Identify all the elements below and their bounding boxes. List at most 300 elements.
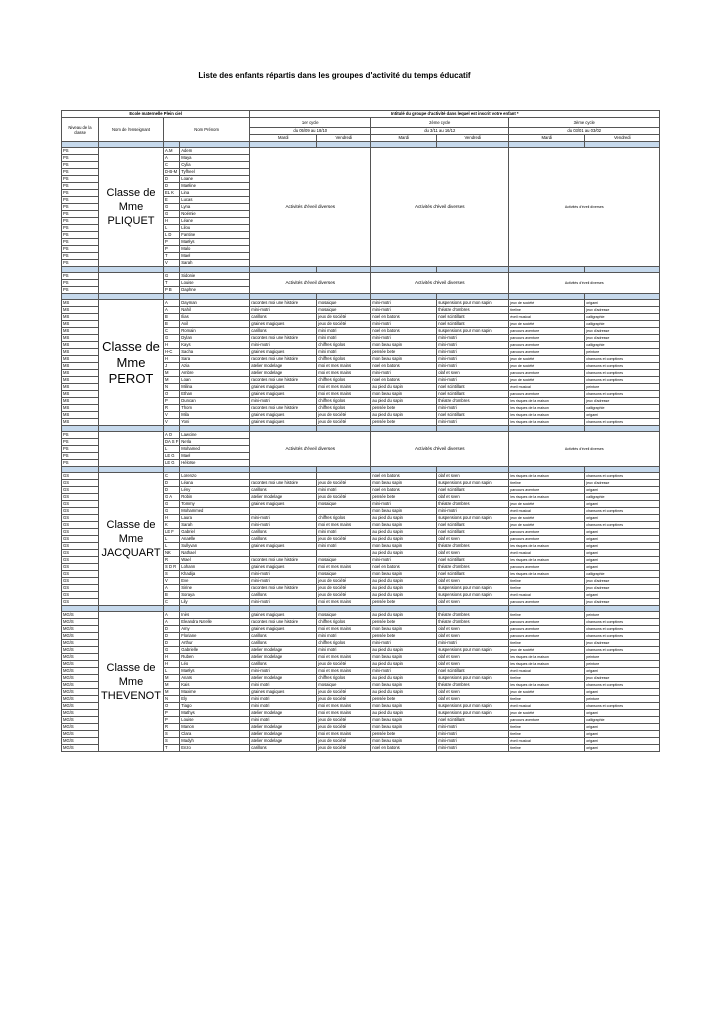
level-cell: PS [62, 197, 99, 204]
first-name-cell: Lina [180, 190, 250, 197]
activity-cell: jeux de société [317, 321, 371, 328]
level-cell: MG/S [62, 703, 99, 710]
activity-cell: parcours aventure [509, 342, 585, 349]
activity-cell: jeux de société [317, 578, 371, 585]
activity-cell: origami [585, 529, 660, 536]
activity-cell: au pied du sapin [371, 592, 437, 599]
level-cell: MS [62, 314, 99, 321]
level-cell: PS [62, 155, 99, 162]
initial-cell: R [164, 724, 180, 731]
activity-cell: noel scintillant [437, 557, 509, 564]
initial-cell: A [164, 307, 180, 314]
activity-cell: moi et mes mains [317, 564, 371, 571]
activity-cell: chansons et comptines [585, 626, 660, 633]
first-name-cell: Dayman [180, 300, 250, 307]
level-cell: MG/S [62, 640, 99, 647]
first-name-cell: Ethan [180, 391, 250, 398]
cycle-3: 3ème cycle [509, 118, 660, 128]
activity-cell: suspensions pour mon sapin [437, 328, 509, 335]
activity-cell: chansons et comptines [585, 473, 660, 480]
activity-cell: jeux de société [317, 314, 371, 321]
first-name-cell: Maëlys [180, 668, 250, 675]
activity-cell: origami [585, 557, 660, 564]
activity-cell: mini-motri [371, 640, 437, 647]
level-cell: GS [62, 529, 99, 536]
first-name-cell: Azia [180, 363, 250, 370]
activity-cell: mini motri [317, 543, 371, 550]
first-name-cell: Anaëlle [180, 536, 250, 543]
first-name-cell: Maxime [180, 689, 250, 696]
activity-cell: chansons et comptines [585, 377, 660, 384]
activity-cell: mini-motri [250, 571, 317, 578]
initial-cell: L [164, 668, 180, 675]
activity-cell: noel scintillant [437, 668, 509, 675]
activity-cell: graines magiques [250, 689, 317, 696]
level-cell: MS [62, 419, 99, 426]
activity-cell: chiffres rigolos [317, 675, 371, 682]
activity-cell: jeux de société [509, 522, 585, 529]
activity-cell: suspensions pour mon sapin [437, 647, 509, 654]
activity-cell: mon beau sapin [371, 717, 437, 724]
initial-cell: R [164, 405, 180, 412]
dates-3: du 03/01 au 03/02 [509, 128, 660, 135]
level-cell: PS [62, 446, 99, 453]
activity-cell: suspensions pour mon sapin [437, 300, 509, 307]
first-name-cell: Kais [180, 682, 250, 689]
activity-cell: origami [585, 501, 660, 508]
activity-cell: jeux de société [317, 494, 371, 501]
activity-cell: éveil musical [509, 592, 585, 599]
first-name-cell: Amy [180, 626, 250, 633]
first-name-cell: Khadija [180, 571, 250, 578]
level-cell: GS [62, 550, 99, 557]
first-name-cell: Lohann [180, 564, 250, 571]
initial-cell: R [164, 557, 180, 564]
activity-cell: éveil musical [509, 703, 585, 710]
activity-cell: graines magiques [250, 626, 317, 633]
first-name-cell: Tiago [180, 703, 250, 710]
initial-cell: J [164, 363, 180, 370]
initial-cell: D [164, 480, 180, 487]
level-cell: MG/S [62, 619, 99, 626]
activity-cell: moi et mes mains [317, 363, 371, 370]
activity-cell: noel scintillant [437, 314, 509, 321]
initial-cell: T [164, 253, 180, 260]
initial-cell: P [164, 717, 180, 724]
level-cell: MG/S [62, 647, 99, 654]
activity-cell: carillons [250, 745, 317, 752]
activity-cell: calligraphie [585, 405, 660, 412]
activity-cell: pensée bete [371, 696, 437, 703]
activity-cell: théatre d'ombres [437, 307, 509, 314]
activity-cell: peinture [585, 654, 660, 661]
initial-cell: V [164, 260, 180, 267]
activity-cell: mini-motri [371, 307, 437, 314]
first-name-cell: Ely [180, 696, 250, 703]
activity-cell: au pied du sapin [371, 689, 437, 696]
initial-cell: C [164, 473, 180, 480]
activity-cell: origami [585, 564, 660, 571]
activity-cell: tireline [509, 724, 585, 731]
activity-cell: mon beau sapin [371, 480, 437, 487]
activity-cell: moi et mes mains [317, 522, 371, 529]
activity-cell: au pied du sapin [371, 585, 437, 592]
level-cell: PS [62, 162, 99, 169]
level-cell: GS [62, 599, 99, 606]
activity-cell: mini motri [317, 633, 371, 640]
activity-cell: mini-motri [437, 745, 509, 752]
level-cell: PS [62, 225, 99, 232]
first-name-cell: Enzo [180, 745, 250, 752]
activity-cell: graines magiques [250, 321, 317, 328]
first-name-cell: Robin [180, 494, 250, 501]
activity-cell [317, 508, 371, 515]
activity-cell: théatre d'ombres [437, 501, 509, 508]
initial-cell: L [164, 536, 180, 543]
activity-cell: jeux d'adresse [585, 398, 660, 405]
activity-cell: mini motri [250, 717, 317, 724]
activity-cell: origami [585, 536, 660, 543]
activity-cell: noel en batons [371, 564, 437, 571]
first-name-cell: Lyna [180, 204, 250, 211]
activity-cell: carillons [250, 487, 317, 494]
activity-cell [317, 550, 371, 557]
activity-cell: atelier modelage [250, 370, 317, 377]
level-cell: MS [62, 328, 99, 335]
activity-cell: chiffres rigolos [317, 515, 371, 522]
initial-cell: H [164, 515, 180, 522]
teacher-name [99, 273, 164, 294]
activity-cell: mosaique [317, 300, 371, 307]
initial-cell: H [164, 654, 180, 661]
first-name-cell: Soraya [180, 592, 250, 599]
activity-cell: mon beau sapin [371, 703, 437, 710]
activity-cell: racontes moi une histoire [250, 619, 317, 626]
activity-cell: parcours aventure [509, 564, 585, 571]
activity-cell: atelier modelage [250, 494, 317, 501]
first-name-cell: Mila [180, 412, 250, 419]
first-name-cell: Malo [180, 246, 250, 253]
activity-cell: jeux d'adresse [585, 307, 660, 314]
activity-cell: mini-motri [250, 307, 317, 314]
activity-cell: chansons et comptines [585, 508, 660, 515]
activity-cell: mini-motri [437, 640, 509, 647]
initial-cell: D [164, 626, 180, 633]
activity-cell: carillons [250, 592, 317, 599]
activity-cell: mini motri [317, 529, 371, 536]
first-name-cell: Maëline [180, 183, 250, 190]
activity-cell: tireline [509, 745, 585, 752]
activity-cell: chansons et comptines [585, 682, 660, 689]
first-name-cell: Gabriel [180, 529, 250, 536]
initial-cell: M [164, 370, 180, 377]
activity-cell: origami [585, 412, 660, 419]
activity-cell: racontes moi une histoire [250, 356, 317, 363]
day-label: Mardi [371, 135, 437, 142]
activity-cell: suspensions pour mon sapin [437, 585, 509, 592]
activity-cell: chansons et comptines [585, 356, 660, 363]
activity-cell: mon beau sapin [371, 508, 437, 515]
activity-cell: olaf et sven [437, 654, 509, 661]
activity-cell: olaf et sven [437, 689, 509, 696]
activity-cell: éveil musical [509, 314, 585, 321]
activity-cell: chiffres rigolos [317, 405, 371, 412]
first-name-cell: Duncan [180, 398, 250, 405]
level-cell: MG/S [62, 626, 99, 633]
first-name-cell: Lilou [180, 225, 250, 232]
initial-cell: A O [164, 432, 180, 439]
activity-block-cycle3: Activités d'éveil diverses [509, 432, 660, 467]
activity-cell: graines magiques [250, 349, 317, 356]
initial-cell: G [164, 335, 180, 342]
activity-cell: moi et mes mains [317, 668, 371, 675]
activity-cell: mini-motri [437, 405, 509, 412]
first-name-cell: Mathys [180, 710, 250, 717]
level-cell: PS [62, 439, 99, 446]
activity-cell: éveil musical [509, 668, 585, 675]
level-cell: MS [62, 412, 99, 419]
activity-cell: jeux d'adresse [585, 578, 660, 585]
activity-cell: suspensions pour mon sapin [437, 675, 509, 682]
activity-cell: noel scintillant [437, 384, 509, 391]
activity-cell: mini-motri [437, 335, 509, 342]
activity-cell: calligraphie [585, 571, 660, 578]
teacher-name: Classe de Mme PEROT [99, 300, 164, 426]
activity-block-cycle2: Activités d'éveil diverses [371, 432, 509, 467]
initial-cell: A [164, 300, 180, 307]
teacher-name: Classe de Mme PLIQUET [99, 148, 164, 267]
page-title: Liste des enfants répartis dans les groupes d'activité du temps éducatif [198, 71, 471, 80]
activity-cell: moi et mes mains [317, 391, 371, 398]
first-name-cell: Wael [180, 557, 250, 564]
initial-cell: C [164, 599, 180, 606]
level-cell: GS [62, 473, 99, 480]
activity-cell: tireline [509, 578, 585, 585]
first-name-cell: Clara [180, 731, 250, 738]
activity-block-cycle1: Activités d'éveil diverses [250, 273, 371, 294]
activity-cell: mini motri [317, 328, 371, 335]
activity-cell: mosaique [317, 612, 371, 619]
initial-cell: D [164, 633, 180, 640]
activity-cell: mini-motri [371, 370, 437, 377]
activity-cell: origami [585, 487, 660, 494]
activity-cell: atelier modelage [250, 738, 317, 745]
initial-cell: G [164, 204, 180, 211]
first-name-cell: Nathael [180, 550, 250, 557]
level-cell: GS [62, 480, 99, 487]
activity-cell: parcours aventure [509, 328, 585, 335]
initial-cell: V [164, 412, 180, 419]
activity-cell: origami [585, 515, 660, 522]
activity-cell: mini-motri [371, 321, 437, 328]
level-cell: MG/S [62, 710, 99, 717]
initial-cell: N [164, 696, 180, 703]
activity-cell: calligraphie [585, 494, 660, 501]
initial-cell: C [164, 162, 180, 169]
activity-cell: olaf et sven [437, 696, 509, 703]
level-cell: PS [62, 453, 99, 460]
activity-cell: suspensions pour mon sapin [437, 480, 509, 487]
initial-cell: G A [164, 494, 180, 501]
activity-cell: les risques de la maison [509, 682, 585, 689]
first-name-cell: Romain [180, 328, 250, 335]
level-cell: PS [62, 148, 99, 155]
activity-cell: mon beau sapin [371, 571, 437, 578]
activity-cell: les risques de la maison [509, 543, 585, 550]
activity-cell: mini-motri [437, 363, 509, 370]
activity-cell: noel en batons [371, 363, 437, 370]
first-name-cell: Arthur [180, 640, 250, 647]
activity-cell: les risques de la maison [509, 398, 585, 405]
activity-cell: au pied du sapin [371, 412, 437, 419]
level-cell: PS [62, 204, 99, 211]
activity-cell: noel scintillant [437, 487, 509, 494]
activity-cell: mini motri [250, 696, 317, 703]
initial-cell: G [164, 211, 180, 218]
activity-cell: chansons et comptines [585, 370, 660, 377]
level-cell: PS [62, 287, 99, 294]
activity-cell: origami [585, 710, 660, 717]
activity-cell: olaf et sven [437, 550, 509, 557]
activity-cell: olaf et sven [437, 661, 509, 668]
activity-cell: pensée bete [371, 419, 437, 426]
activity-cell: jeux de société [509, 710, 585, 717]
activity-cell: origami [585, 731, 660, 738]
activity-cell: éveil musical [509, 550, 585, 557]
activity-cell: olaf et sven [437, 473, 509, 480]
activity-cell: au pied du sapin [371, 710, 437, 717]
first-name-cell: Mohammed [180, 508, 250, 515]
first-name-cell: Tyfheel [180, 169, 250, 176]
activity-cell: moi et mes mains [317, 626, 371, 633]
level-cell: GS [62, 557, 99, 564]
activity-cell: noel scintillant [437, 529, 509, 536]
initial-cell: A [164, 612, 180, 619]
day-label: Vendredi [317, 135, 371, 142]
activity-cell: moi et mes mains [317, 599, 371, 606]
initial-cell: L [164, 225, 180, 232]
activity-cell: peinture [585, 661, 660, 668]
activity-cell: noel scintillant [437, 391, 509, 398]
activity-cell: noel en batons [371, 745, 437, 752]
activity-cell: jeux de société [317, 717, 371, 724]
initial-cell: G [164, 508, 180, 515]
activity-cell [250, 508, 317, 515]
activity-cell: racontes moi une histoire [250, 405, 317, 412]
level-cell: MG/S [62, 717, 99, 724]
level-cell: MG/S [62, 633, 99, 640]
activity-cell: théatre d'ombres [437, 398, 509, 405]
initial-cell: H [164, 661, 180, 668]
activity-cell: noel scintillant [437, 571, 509, 578]
day-label: Vendredi [585, 135, 660, 142]
first-name-cell: Léane [180, 218, 250, 225]
activity-cell: tireline [509, 640, 585, 647]
activity-cell: jeux de société [509, 647, 585, 654]
activity-cell: tireline [509, 731, 585, 738]
activity-cell: calligraphie [585, 314, 660, 321]
activity-block-cycle1: Activités d'éveil diverses [250, 148, 371, 267]
activity-cell: les risques de la maison [509, 412, 585, 419]
activity-cell: pensée bete [371, 633, 437, 640]
activity-cell: les risques de la maison [509, 654, 585, 661]
activity-cell: atelier modelage [250, 710, 317, 717]
activity-cell: noel scintillant [437, 522, 509, 529]
activity-cell: éveil musical [509, 738, 585, 745]
activity-cell: atelier modelage [250, 724, 317, 731]
first-name-cell: Loan [180, 377, 250, 384]
initial-cell: LE G [164, 460, 180, 467]
first-name-cell: Lorenzo [180, 473, 250, 480]
activity-cell: calligraphie [585, 717, 660, 724]
table-row [62, 148, 660, 155]
initial-cell: LE G [164, 453, 180, 460]
activity-cell: peinture [585, 384, 660, 391]
activity-cell: au pied du sapin [371, 398, 437, 405]
initial-cell: L [164, 543, 180, 550]
activity-cell: mini-motri [437, 738, 509, 745]
first-name-cell: Sarah [180, 522, 250, 529]
initial-cell: C [164, 328, 180, 335]
activity-cell: au pied du sapin [371, 515, 437, 522]
first-name-cell: Sullyvan [180, 543, 250, 550]
initial-cell: B [164, 321, 180, 328]
activity-cell: moi et mes mains [317, 384, 371, 391]
first-name-cell: Milina [180, 384, 250, 391]
first-name-cell: Sidonie [180, 273, 250, 280]
activity-cell: jeux de société [317, 689, 371, 696]
first-name-cell: Fantine [180, 232, 250, 239]
level-cell: MG/S [62, 738, 99, 745]
activity-cell: mini-motri [437, 377, 509, 384]
activity-cell: éveil musical [509, 508, 585, 515]
activity-cell: chiffres rigolos [317, 356, 371, 363]
activity-cell: noel scintillant [437, 717, 509, 724]
level-cell: PS [62, 218, 99, 225]
initial-cell: E [164, 197, 180, 204]
activity-cell: pensée bete [371, 405, 437, 412]
activity-cell: théatre d'ombres [437, 543, 509, 550]
activity-cell: mini-motri [437, 724, 509, 731]
first-name-cell: Eleandra Na'elle [180, 619, 250, 626]
initial-cell: A [164, 619, 180, 626]
initial-cell: O [164, 703, 180, 710]
activity-cell: origami [585, 668, 660, 675]
activity-cell: origami [585, 543, 660, 550]
activity-cell: parcours aventure [509, 487, 585, 494]
level-cell: MG/S [62, 668, 99, 675]
cycle-1: 1er cycle [250, 118, 371, 128]
activity-block-cycle3: Activités d'éveil diverses [509, 148, 660, 267]
activity-cell: tireline [509, 696, 585, 703]
level-cell: PS [62, 183, 99, 190]
activity-cell: mon beau sapin [371, 356, 437, 363]
activity-cell: olaf et sven [437, 536, 509, 543]
level-cell: MS [62, 405, 99, 412]
dates-2: du 3/11 au 16/12 [371, 128, 509, 135]
level-cell: PS [62, 176, 99, 183]
activity-cell: jeux de société [317, 661, 371, 668]
activity-cell: jeux d'adresse [585, 599, 660, 606]
activity-cell: jeux d'adresse [585, 328, 660, 335]
initial-cell: T [164, 280, 180, 287]
dates-1: du 05/09 au 18/10 [250, 128, 371, 135]
activity-cell: noel en batons [371, 487, 437, 494]
activity-cell: chansons et comptines [585, 363, 660, 370]
activity-block-cycle3: Activités d'éveil diverses [509, 273, 660, 294]
activity-cell: pensée bete [371, 349, 437, 356]
level-cell: MS [62, 398, 99, 405]
